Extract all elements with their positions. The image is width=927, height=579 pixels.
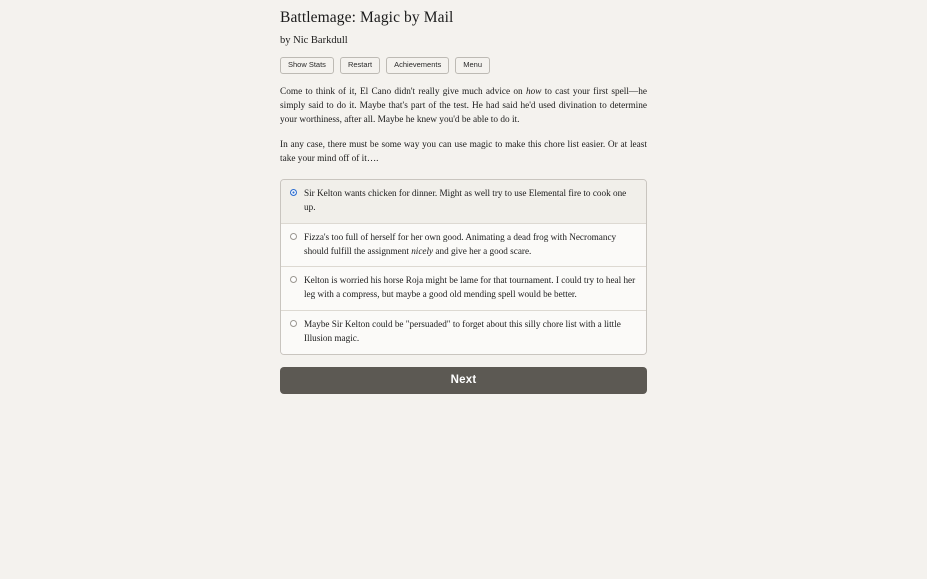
- toolbar: [280, 46, 647, 74]
- radio-icon[interactable]: [290, 189, 297, 196]
- story-emphasis-how: how: [525, 86, 542, 97]
- choice-label: Maybe Sir Kelton could be "persuaded" to forget about this silly chore list with a little Illusion magic.: [304, 318, 621, 343]
- choice-option-2[interactable]: [281, 224, 646, 268]
- achievements-button[interactable]: Achievements: [386, 57, 449, 74]
- radio-icon[interactable]: [290, 320, 297, 327]
- choice-text-b: and give her a good scare.: [433, 245, 532, 256]
- story-container: [280, 0, 647, 394]
- story-paragraph-2: In any case, there must be some way you can use magic to make this chore list easier. Or at least take your mind off of it….: [280, 139, 647, 164]
- restart-button[interactable]: Restart: [340, 57, 380, 74]
- choice-text-a: Fizza's too full of herself for her own good. Animating a dead frog with Necromancy should fulfill the assignment: [304, 231, 617, 256]
- choice-emphasis-nicely: nicely: [411, 245, 434, 256]
- choice-label: Kelton is worried his horse Roja might be lame for that tournament. I could try to heal her leg with a compress, but maybe a good old mending spell would be better.: [304, 275, 636, 300]
- choice-option-3[interactable]: [281, 267, 646, 311]
- choice-label: Sir Kelton wants chicken for dinner. Might as well try to use Elemental fire to cook one up.: [304, 188, 627, 212]
- story-text-a: Come to think of it, El Cano didn't really give much advice on: [280, 86, 526, 97]
- choice-option-1[interactable]: [281, 180, 646, 224]
- choice-list: [280, 179, 647, 354]
- radio-icon[interactable]: [290, 233, 297, 240]
- page-title: Battlemage: Magic by Mail: [280, 9, 454, 26]
- story-text-b: to cast your first spell—he simply said to do it. Maybe that's part of the test. He had said he'd used divination to determine your worthiness, after all. Maybe he knew you'd be able to do it.: [280, 86, 647, 125]
- show-stats-button[interactable]: Show Stats: [280, 57, 334, 74]
- menu-button[interactable]: Menu: [455, 57, 490, 74]
- story-paragraph-1: [280, 74, 647, 127]
- next-button[interactable]: Next: [280, 367, 647, 394]
- author-byline: by Nic Barkdull: [280, 35, 348, 46]
- choice-option-4[interactable]: [281, 311, 646, 354]
- choice-label: [304, 231, 636, 259]
- radio-icon[interactable]: [290, 276, 297, 283]
